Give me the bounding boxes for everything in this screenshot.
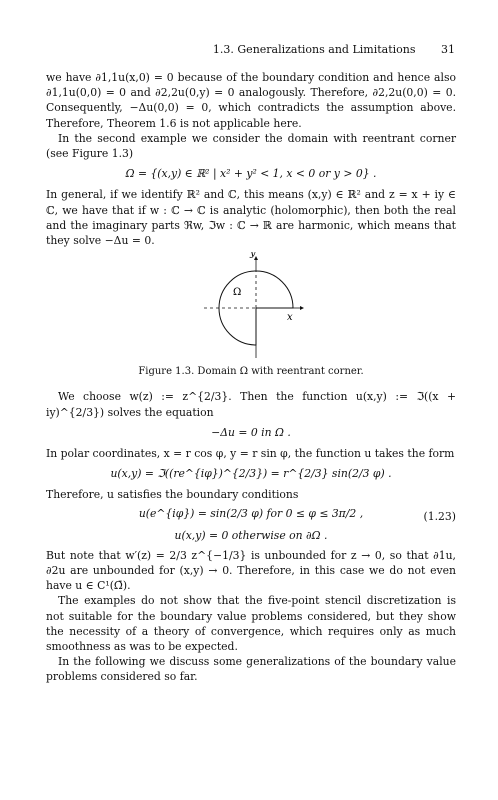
x-label: x xyxy=(287,312,293,324)
paragraph-2: In the second example we consider the domain with reentrant corner (see Figure 1.3) xyxy=(46,131,456,161)
paragraph-4: We choose w(z) := z^{2/3}. Then the function u(x,y) := ℑ((x + iy)^{2/3}) solves the equation xyxy=(46,390,456,419)
equation-1-23-a: u(e^{iφ}) = sin(2/3 φ) for 0 ≤ φ ≤ 3π/2 , xyxy=(138,506,364,520)
equation-1-23-b: u(x,y) = 0 otherwise on ∂Ω . xyxy=(174,528,328,542)
paragraph-6: Therefore, u satisfies the boundary conditions xyxy=(46,488,299,502)
paragraph-7: But note that w′(z) = 2/3 z^{−1/3} is unbounded for z → 0, so that ∂1u, ∂2u are unbounded for (x,y) → 0. Therefore, in this case we do not even have u ∈ C¹(Ω̄). xyxy=(46,548,456,593)
equation-boundary-1 xyxy=(46,506,456,528)
figure-caption: Figure 1.3. Domain Ω with reentrant corner. xyxy=(138,366,364,378)
paragraph-5: In polar coordinates, x = r cos φ, y = r sin φ, the function u takes the form xyxy=(46,447,455,461)
domain-diagram xyxy=(46,252,456,360)
equation-domain: Ω = {(x,y) ∈ ℝ² | x² + y² < 1, x < 0 or y > 0} . xyxy=(125,167,377,181)
page-body xyxy=(46,70,456,685)
paragraph-8: The examples do not show that the five-point stencil discretization is not suitable for the boundary value problems considered, but they show the necessity of a theory of convergence, which requires only as much smoothness as was to be expected. xyxy=(46,594,456,654)
x-arrow xyxy=(300,306,304,310)
equation-polar: u(x,y) = ℑ((re^{iφ})^{2/3}) = r^{2/3} sin(2/3 φ) . xyxy=(110,467,392,481)
paragraph-1: we have ∂1,1u(x,0) = 0 because of the boundary condition and hence also ∂1,1u(0,0) = 0 and ∂2,2u(0,y) = 0 analogously. Therefore, ∂2,2u(0,0) = 0. Consequently, −Δu(0,0) = 0, which contradicts the assumption above. Therefore, Theorem 1.6 is not applicable here. xyxy=(46,71,456,130)
section-title: 1.3. Generalizations and Limitations xyxy=(212,43,416,56)
y-label: y xyxy=(250,252,256,260)
omega-label: Ω xyxy=(233,287,242,299)
running-header xyxy=(213,43,455,56)
figure-1-3 xyxy=(46,252,456,360)
paragraph-3: In general, if we identify ℝ² and ℂ, this means (x,y) ∈ ℝ² and z = x + iy ∈ ℂ, we have that if w : ℂ → ℂ is analytic (holomorphic), then both the real and the imaginary parts ℜw, ℑw : ℂ → ℝ are harmonic, which means that they solve −Δu = 0. xyxy=(46,188,456,248)
equation-laplace: −Δu = 0 in Ω . xyxy=(211,425,291,439)
page-number: 31 xyxy=(441,43,455,56)
paragraph-9: In the following we discuss some generalizations of the boundary value problems considered so far. xyxy=(46,655,456,684)
equation-number: (1.23) xyxy=(423,509,456,523)
